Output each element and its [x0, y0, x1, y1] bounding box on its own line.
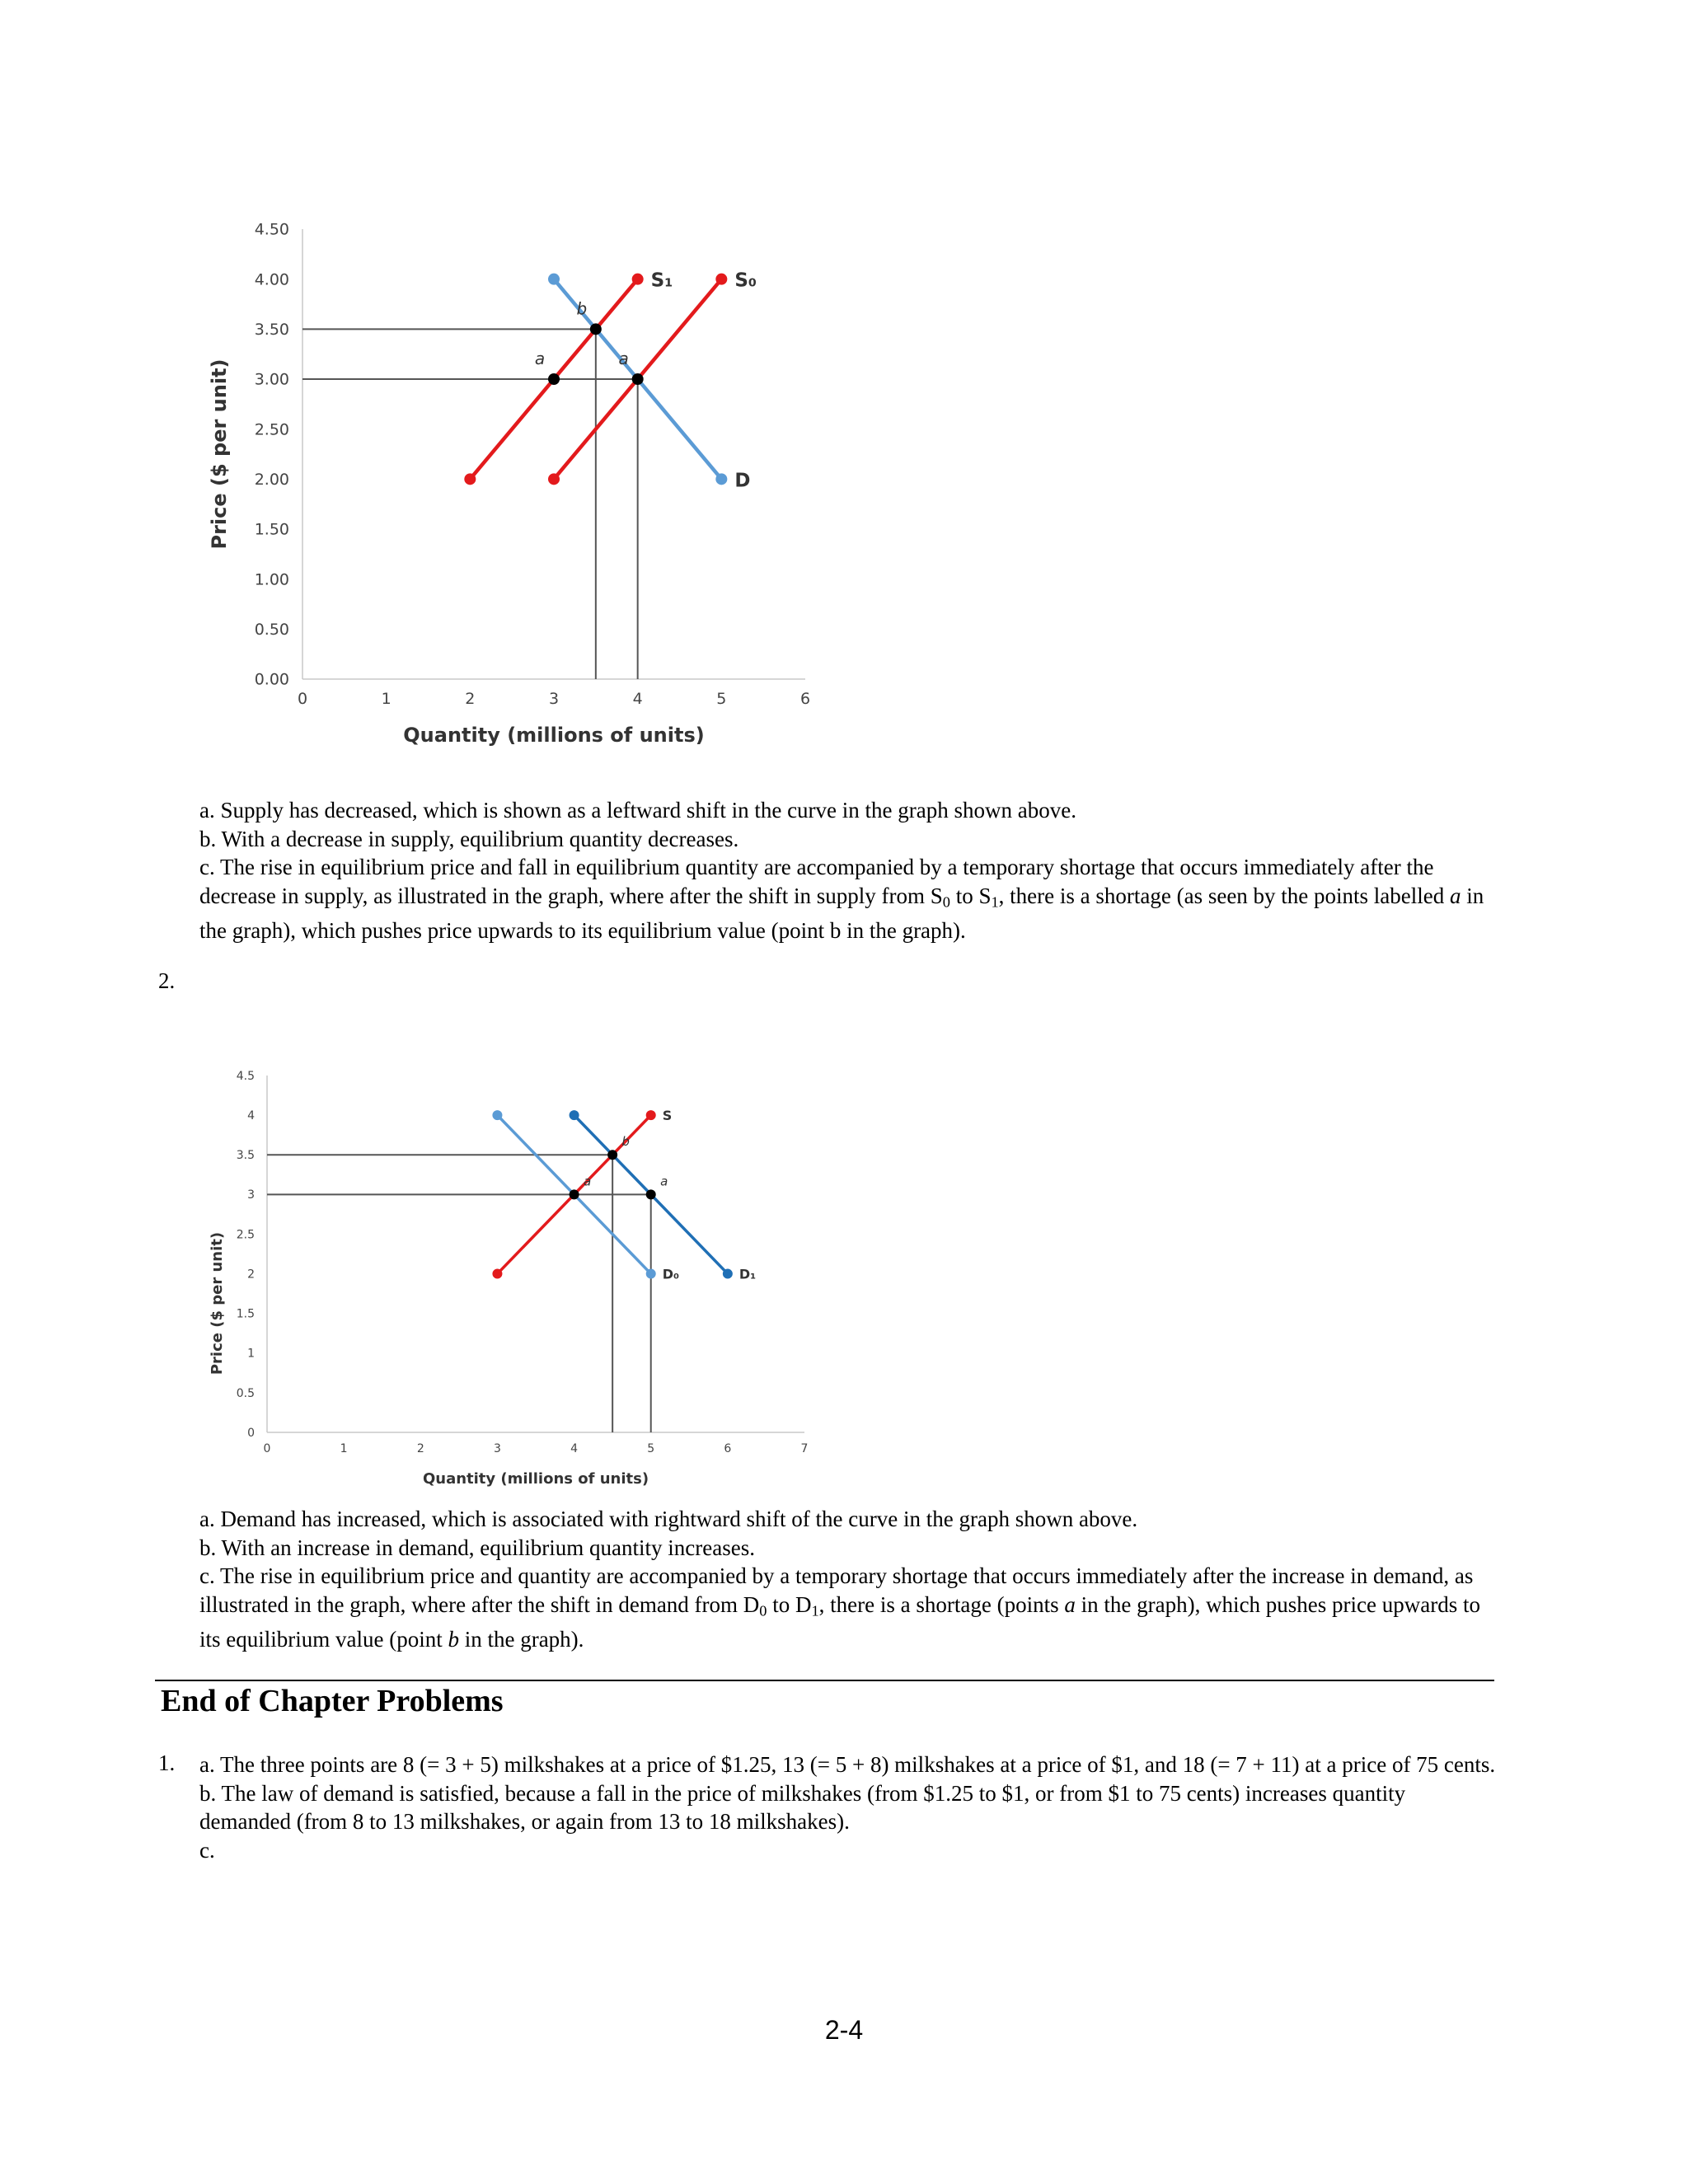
series-label-d1: D₁: [738, 1266, 757, 1282]
y-tick-label: 1.5: [236, 1307, 255, 1321]
equilibrium-point-b: [590, 323, 602, 335]
point-label-a: a: [534, 349, 546, 368]
y-axis-label: Price ($ per unit): [209, 1231, 226, 1376]
section2-answers: [199, 1505, 1502, 1653]
section2-answer-a: a. Demand has increased, which is associated with rightward shift of the curve in the graph shown above.: [199, 1507, 1138, 1531]
series-label-s0: S₀: [734, 269, 757, 292]
problem1-answers: [199, 1750, 1502, 1864]
y-tick-label: 2: [247, 1268, 255, 1282]
series-label-s: S: [662, 1108, 673, 1124]
y-tick-label: 2.50: [254, 420, 289, 439]
y-tick-label: 0: [247, 1426, 255, 1440]
series-endpoint-s: [492, 1269, 502, 1279]
x-tick-label: 7: [800, 1442, 809, 1455]
y-tick-label: 3.5: [236, 1149, 255, 1163]
series-endpoint-d1: [723, 1269, 733, 1279]
y-tick-label: 4: [247, 1109, 255, 1123]
y-tick-label: 0.00: [254, 670, 289, 689]
x-tick-label: 5: [716, 690, 727, 708]
page-number: 2-4: [824, 2015, 864, 2045]
section-heading: End of Chapter Problems: [161, 1684, 504, 1718]
y-axis-label: Price ($ per unit): [208, 359, 231, 550]
x-tick-label: 2: [416, 1442, 424, 1455]
y-tick-label: 3.50: [254, 320, 289, 339]
series-endpoint-s: [646, 1110, 656, 1120]
series-endpoint-s0: [715, 274, 727, 285]
equilibrium-point-a: [548, 373, 560, 385]
y-tick-label: 2.5: [236, 1228, 255, 1242]
equilibrium-point-a: [646, 1189, 656, 1199]
series-label-s1: S₁: [650, 269, 673, 292]
x-tick-label: 0: [297, 690, 308, 708]
x-tick-label: 6: [799, 690, 811, 708]
x-tick-label: 5: [647, 1442, 655, 1455]
equilibrium-point-a: [632, 373, 644, 385]
series-label-d: D: [734, 470, 751, 492]
y-tick-label: 0.50: [254, 620, 289, 639]
x-tick-label: 1: [340, 1442, 348, 1455]
y-tick-label: 4.00: [254, 270, 289, 289]
section2-answer-c: c. The rise in equilibrium price and quantity are accompanied by a temporary shortage that occurs immediately after the increase in demand, as illustrated in the graph, where after the shift in demand from $D_0$ to $D_1$, there is a shortage (points a in the graph), which pushes price upwards to its equilibrium value (point b in the graph).: [199, 1563, 1480, 1652]
y-tick-label: 3: [247, 1188, 255, 1202]
point-label-a: a: [583, 1174, 592, 1189]
section2-answer-b: b. With an increase in demand, equilibrium quantity increases.: [199, 1535, 755, 1560]
x-tick-label: 6: [724, 1442, 732, 1455]
y-tick-label: 0.5: [236, 1386, 255, 1400]
x-axis-label: Quantity (millions of units): [422, 1470, 649, 1488]
point-label-a: a: [618, 349, 629, 368]
series-endpoint-d: [715, 473, 727, 485]
x-axis-label: Quantity (millions of units): [403, 724, 705, 747]
series-endpoint-s1: [632, 274, 644, 285]
item-2-number: 2.: [158, 968, 176, 993]
x-tick-label: 3: [548, 690, 560, 708]
supply-shift-chart: [190, 210, 832, 771]
series-label-d0: D₀: [662, 1266, 680, 1282]
x-tick-label: 2: [465, 690, 476, 708]
x-tick-label: 4: [570, 1442, 579, 1455]
y-tick-label: 1.00: [254, 570, 289, 589]
x-tick-label: 1: [381, 690, 392, 708]
series-endpoint-d1: [570, 1110, 579, 1120]
y-tick-label: 4.50: [254, 220, 289, 239]
series-endpoint-d0: [646, 1269, 656, 1279]
section-divider: [155, 1680, 1494, 1681]
section1-answer-c: c. The rise in equilibrium price and fall in equilibrium quantity are accompanied by a temporary shortage that occurs immediately after the decrease in supply, as illustrated in the graph, where after the shift in supply from $S_0$ to $S_1$, there is a shortage (as seen by the points labelled a in the graph), which pushes price upwards to its equilibrium value (point b in the graph).: [199, 855, 1484, 943]
section1-answers: [199, 796, 1502, 944]
section1-answer-b: b. With a decrease in supply, equilibrium quantity decreases.: [199, 826, 739, 851]
problem-1-number: 1.: [158, 1750, 176, 1775]
section1-answer-a: a. Supply has decreased, which is shown as a leftward shift in the curve in the graph shown above.: [199, 798, 1076, 823]
series-endpoint-d: [548, 274, 560, 285]
y-tick-label: 4.5: [236, 1069, 255, 1083]
point-label-a: a: [660, 1174, 668, 1189]
x-tick-label: 3: [493, 1442, 501, 1455]
series-endpoint-s1: [464, 473, 476, 485]
problem1-answer-a: a. The three points are 8 (= 3 + 5) milkshakes at a price of $1.25, 13 (= 5 + 8) milkshakes at a price of $1, and 18 (= 7 + 11) at a price of 75 cents.: [199, 1752, 1496, 1777]
point-label-b: b: [576, 298, 588, 319]
series-endpoint-d0: [492, 1110, 502, 1120]
y-tick-label: 2.00: [254, 470, 289, 489]
x-tick-label: 4: [632, 690, 643, 708]
y-tick-label: 1: [247, 1347, 255, 1361]
demand-shift-chart: [194, 1026, 837, 1500]
series-endpoint-s0: [548, 473, 560, 485]
problem1-answer-c: c.: [199, 1837, 215, 1863]
problem1-answer-b: b. The law of demand is satisfied, because a fall in the price of milkshakes (from $1.25 to $1, or from $1 to 75 cents) increases quantity demanded (from 8 to 13 milkshakes, or again from 13 to 18 milkshakes).: [199, 1780, 1406, 1834]
x-tick-label: 0: [263, 1442, 271, 1455]
equilibrium-point-a: [570, 1189, 579, 1199]
y-tick-label: 3.00: [254, 370, 289, 389]
y-tick-label: 1.50: [254, 520, 289, 539]
equilibrium-point-b: [607, 1150, 617, 1160]
point-label-b: b: [621, 1134, 630, 1150]
